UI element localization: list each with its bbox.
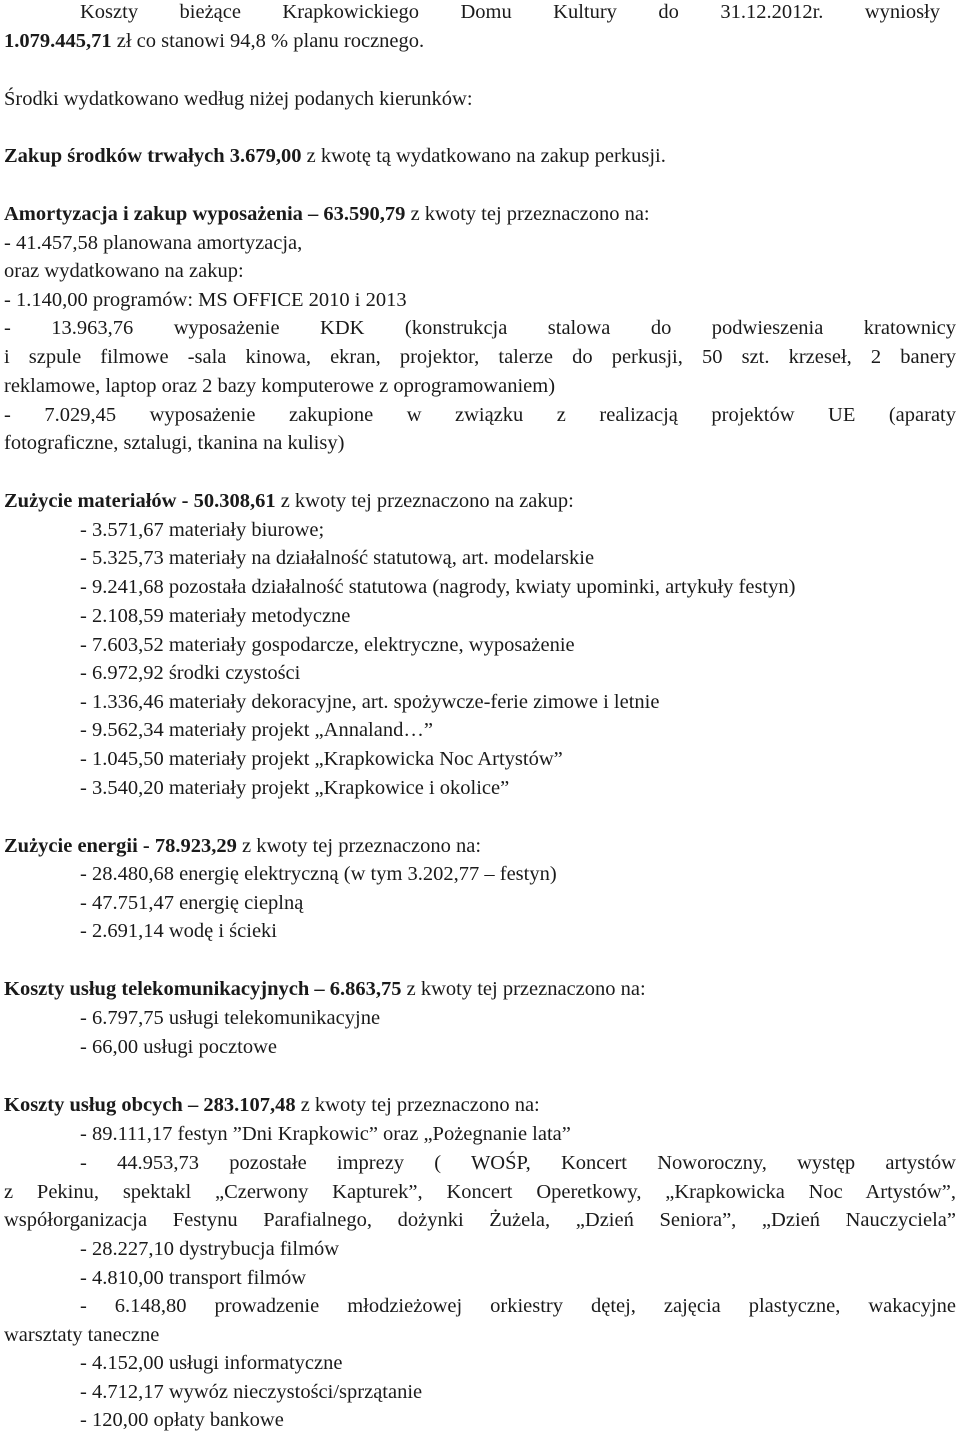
amortization-title: Amortyzacja i zakup wyposażenia – 63.590,79 <box>4 203 406 225</box>
amortization-heading <box>4 202 650 228</box>
amortization-line-7: - 7.029,45 wyposażenie zakupione w związku z realizacją projektów UE (aparaty <box>4 404 956 426</box>
amortization-line-4: - 13.963,76 wyposażenie KDK (konstrukcja stalowa do podwieszenia kratownicy <box>4 317 956 339</box>
intro-line-2-text: zł co stanowi 94,8 % planu rocznego. <box>111 30 425 52</box>
telecom-item: - 66,00 usługi pocztowe <box>80 1036 277 1058</box>
services-line: - 4.152,00 usługi informatyczne <box>80 1352 343 1374</box>
telecom-item: - 6.797,75 usługi telekomunikacyjne <box>80 1007 381 1029</box>
services-line: z Pekinu, spektakl „Czerwony Kapturek”, Koncert Operetkowy, „Krapkowicka Noc Artystów”, <box>4 1181 956 1203</box>
telecom-desc: z kwoty tej przeznaczono na: <box>401 978 646 1000</box>
materials-title: Zużycie materiałów - 50.308,61 <box>4 490 276 512</box>
materials-item: - 5.325,73 materiały na działalność statutową, art. modelarskie <box>80 547 595 569</box>
services-line: - 6.148,80 prowadzenie młodzieżowej orkiestry dętej, zajęcia plastyczne, wakacyjne <box>80 1295 956 1317</box>
amortization-line-5: i szpule filmowe -sala kinowa, ekran, projektor, talerze do perkusji, 50 szt. krzeseł, 2 banery <box>4 346 956 368</box>
services-title: Koszty usług obcych – 283.107,48 <box>4 1094 296 1116</box>
services-heading <box>4 1093 540 1119</box>
services-line: - 4.810,00 transport filmów <box>80 1267 307 1289</box>
intro-line-3: Środki wydatkowano według niżej podanych kierunków: <box>4 88 473 110</box>
intro-line-1: Koszty bieżące Krapkowickiego Domu Kultury do 31.12.2012r. wyniosły <box>80 1 940 23</box>
fixed-assets-heading <box>4 144 666 170</box>
materials-item: - 1.045,50 materiały projekt „Krapkowicka Noc Artystów” <box>80 748 563 770</box>
energy-heading <box>4 834 481 860</box>
materials-item: - 2.108,59 materiały metodyczne <box>80 605 351 627</box>
amortization-line-1: - 41.457,58 planowana amortyzacja, <box>4 232 303 254</box>
energy-title: Zużycie energii - 78.923,29 <box>4 835 237 857</box>
fixed-assets-desc: z kwotę tą wydatkowano na zakup perkusji. <box>301 145 666 167</box>
energy-item: - 28.480,68 energię elektryczną (w tym 3.202,77 – festyn) <box>80 863 557 885</box>
materials-item: - 9.562,34 materiały projekt „Annaland…” <box>80 719 433 741</box>
materials-heading <box>4 489 574 515</box>
materials-item: - 3.540,20 materiały projekt „Krapkowice i okolice” <box>80 777 510 799</box>
services-line: - 120,00 opłaty bankowe <box>80 1409 284 1431</box>
services-line: - 28.227,10 dystrybucja filmów <box>80 1238 340 1260</box>
materials-item: - 1.336,46 materiały dekoracyjne, art. spożywcze-ferie zimowe i letnie <box>80 691 660 713</box>
materials-item: - 6.972,92 środki czystości <box>80 662 301 684</box>
amortization-line-6: reklamowe, laptop oraz 2 bazy komputerowe z oprogramowaniem) <box>4 375 556 397</box>
services-line: - 89.111,17 festyn ”Dni Krapkowic” oraz „Pożegnanie lata” <box>80 1123 571 1145</box>
telecom-heading <box>4 977 646 1003</box>
amortization-line-2: oraz wydatkowano na zakup: <box>4 260 244 282</box>
materials-item: - 3.571,67 materiały biurowe; <box>80 519 325 541</box>
amortization-desc: z kwoty tej przeznaczono na: <box>405 203 650 225</box>
telecom-title: Koszty usług telekomunikacyjnych – 6.863,75 <box>4 978 402 1000</box>
services-line: - 4.712,17 wywóz nieczystości/sprzątanie <box>80 1381 423 1403</box>
services-desc: z kwoty tej przeznaczono na: <box>295 1094 540 1116</box>
services-line: - 44.953,73 pozostałe imprezy ( WOŚP, Koncert Noworoczny, występ artystów <box>80 1152 956 1174</box>
materials-desc: z kwoty tej przeznaczono na zakup: <box>275 490 574 512</box>
fixed-assets-title: Zakup środków trwałych 3.679,00 <box>4 145 302 167</box>
materials-item: - 9.241,68 pozostała działalność statutowa (nagrody, kwiaty upominki, artykuły festyn) <box>80 576 796 598</box>
total-cost-amount: 1.079.445,71 <box>4 30 112 52</box>
materials-item: - 7.603,52 materiały gospodarcze, elektryczne, wyposażenie <box>80 634 575 656</box>
services-line: współorganizacja Festynu Parafialnego, dożynki Żużela, „Dzień Seniora”, „Dzień Nauczyciela” <box>4 1209 956 1231</box>
amortization-line-8: fotograficzne, sztalugi, tkanina na kulisy) <box>4 432 345 454</box>
intro-line-2 <box>4 29 424 55</box>
energy-desc: z kwoty tej przeznaczono na: <box>236 835 482 857</box>
energy-item: - 47.751,47 energię cieplną <box>80 892 304 914</box>
services-line: warsztaty taneczne <box>4 1324 160 1346</box>
energy-item: - 2.691,14 wodę i ścieki <box>80 920 277 942</box>
amortization-line-3: - 1.140,00 programów: MS OFFICE 2010 i 2013 <box>4 289 407 311</box>
